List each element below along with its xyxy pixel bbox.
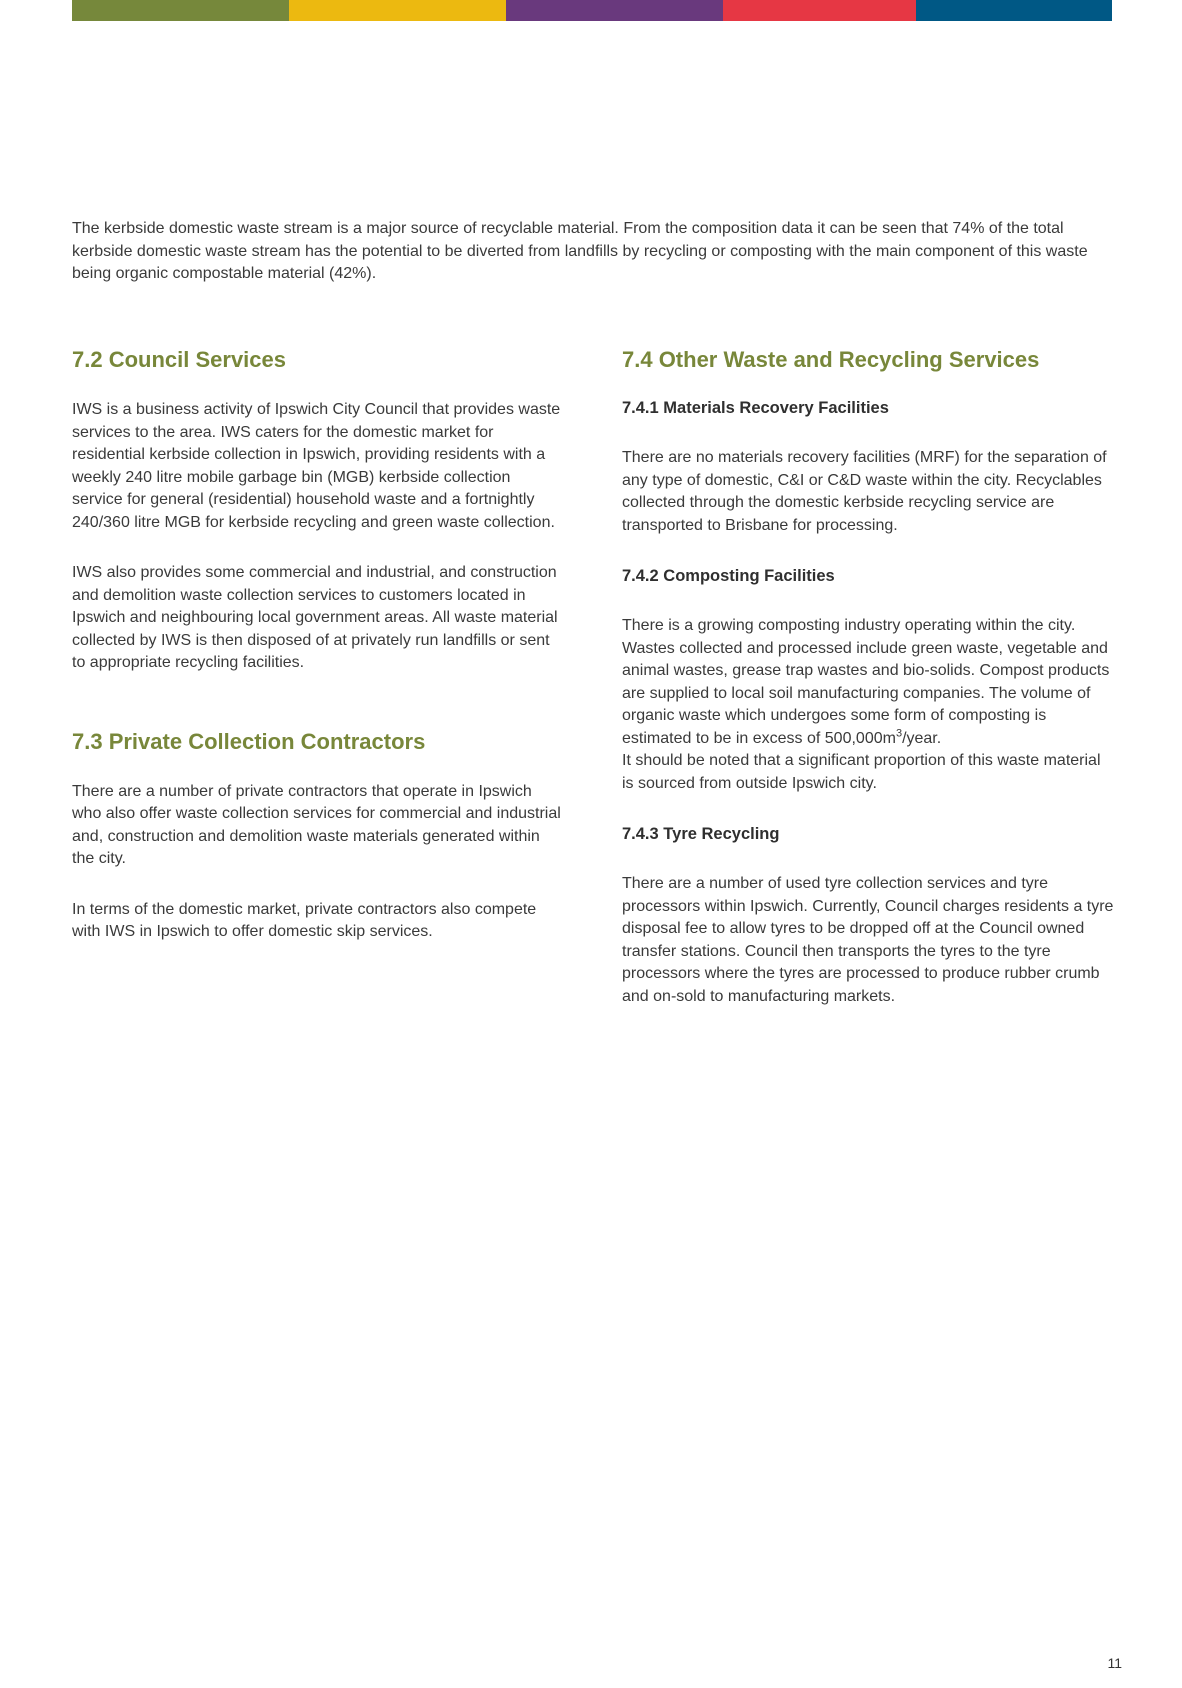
right-column — [622, 345, 1116, 1008]
color-segment-yellow — [289, 0, 506, 21]
cubic-superscript: 3 — [895, 727, 903, 740]
header-color-bar — [72, 0, 1112, 21]
composting-unit: /year. — [902, 729, 942, 747]
composting-text: There is a growing composting industry operating within the city. Wastes collected and processed include green waste, vegetable and animal wastes, grease trap wastes and bio-solids. Compost products are supplied to local soil manufacturing companies. The volume of organic waste which undergoes some form of composting is estimated to be in excess of 500,000m — [622, 617, 1110, 747]
subsection-7-4-3-text: There are a number of used tyre collection services and tyre processors within Ipswich. Currently, Council charges residents a tyre disposal fee to allow tyres to be dropped off at the Council owned transfer stations. Council then transports the tyres to the tyre processors where the tyres are processed to produce rubber crumb and on-sold to manufacturing markets. — [622, 875, 1114, 1005]
subsection-7-4-3-title: 7.4.3 Tyre Recycling — [622, 825, 780, 843]
section-7-2-paragraph-1: IWS is a business activity of Ipswich City Council that provides waste services to the area. IWS caters for the domestic market for residential kerbside collection in Ipswich, providing residents with a weekly 240 litre mobile garbage bin (MGB) kerbside collection service for general (residential) household waste and a fortnightly 240/360 litre MGB for kerbside recycling and green waste collection. — [72, 401, 561, 531]
subsection-7-4-1-text: There are no materials recovery facilities (MRF) for the separation of any type of domestic, C&I or C&D waste within the city. Recyclables collected through the domestic kerbside recycling service are transported to Brisbane for processing. — [622, 449, 1107, 534]
color-segment-blue — [916, 0, 1112, 21]
section-7-2-paragraph-2: IWS also provides some commercial and industrial, and construction and demolition waste collection services to customers located in Ipswich and neighbouring local government areas. All waste material collected by IWS is then disposed of at privately run landfills or sent to appropriate recycling facilities. — [72, 564, 558, 671]
subsection-7-4-1-title: 7.4.1 Materials Recovery Facilities — [622, 399, 889, 417]
section-7-3-paragraph-2: In terms of the domestic market, private contractors also compete with IWS in Ipswich to offer domestic skip services. — [72, 900, 537, 940]
section-7-2-title: 7.2 Council Services — [72, 347, 286, 372]
section-7-3-paragraph-1: There are a number of private contractors that operate in Ipswich who also offer waste collection services for commercial and industrial and, construction and demolition waste materials generated within the city. — [72, 782, 561, 867]
page-number: 11 — [1107, 1655, 1122, 1671]
color-segment-purple — [506, 0, 723, 21]
color-segment-red — [723, 0, 916, 21]
intro-paragraph: The kerbside domestic waste stream is a major source of recyclable material. From the composition data it can be seen that 74% of the total kerbside domestic waste stream has the potential to be diverted from landfills by recycling or composting with the main component of this waste being organic compostable material (42%). — [72, 220, 1088, 282]
section-7-3-title: 7.3 Private Collection Contractors — [72, 728, 426, 754]
subsection-7-4-2-text — [622, 615, 1116, 795]
subsection-7-4-2-title: 7.4.2 Composting Facilities — [622, 567, 835, 585]
color-segment-green — [72, 0, 289, 21]
composting-note: It should be noted that a significant proportion of this waste material is sourced from outside Ipswich city. — [622, 752, 1101, 792]
left-column — [72, 345, 562, 944]
section-7-4-title: 7.4 Other Waste and Recycling Services — [622, 347, 1040, 372]
